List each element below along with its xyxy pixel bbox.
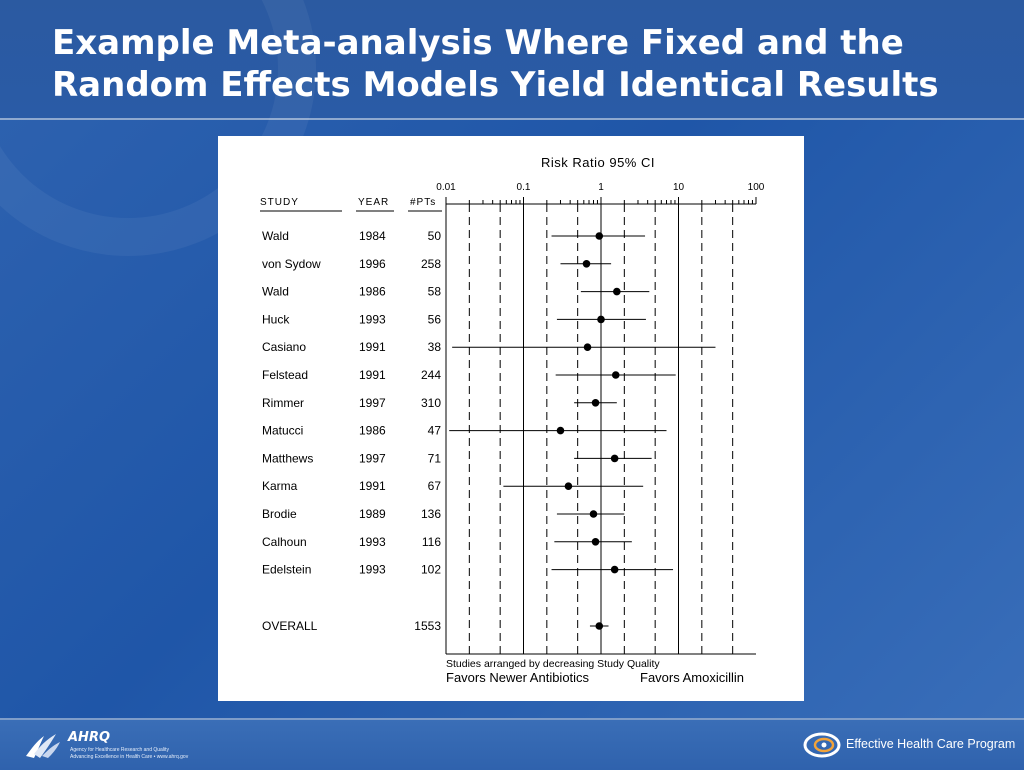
study-point-estimate (611, 455, 619, 463)
study-pts: 102 (420, 562, 441, 577)
study-name: von Sydow (262, 256, 321, 271)
hhs-eagle-logo-icon (22, 728, 62, 760)
study-year: 1997 (359, 395, 386, 410)
study-pts: 116 (421, 534, 441, 549)
study-year: 1993 (359, 312, 386, 327)
x-tick-label: 0.1 (516, 182, 531, 193)
study-name: Huck (262, 312, 290, 327)
study-pts: 58 (427, 284, 441, 299)
forest-plot (218, 136, 804, 701)
study-name: Matthews (262, 451, 314, 466)
ahrq-tagline-2: Advancing Excellence in Health Care • www.ahrq.gov (70, 754, 189, 760)
overall-point-estimate (595, 622, 603, 630)
study-pts: 244 (420, 368, 441, 382)
study-pts: 50 (427, 229, 441, 243)
forest-plot-panel (218, 136, 804, 701)
study-name: Calhoun (262, 534, 307, 549)
study-name: Matucci (262, 423, 304, 438)
study-point-estimate (611, 566, 619, 574)
chart-title: Risk Ratio 95% CI (541, 155, 655, 170)
study-year: 1991 (359, 368, 386, 382)
study-point-estimate (612, 371, 620, 379)
study-pts: 56 (427, 312, 441, 327)
study-name: Edelstein (262, 562, 312, 577)
study-point-estimate (557, 427, 565, 435)
study-pts: 310 (420, 395, 441, 410)
study-year: 1993 (359, 562, 386, 577)
study-point-estimate (584, 343, 592, 351)
study-year: 1991 (359, 340, 386, 355)
ahrq-name: AHRQ (68, 730, 111, 745)
x-tick-label: 0.01 (436, 182, 456, 193)
ahrq-tagline-1: Agency for Healthcare Research and Quality (70, 747, 169, 753)
study-point-estimate (597, 316, 605, 324)
study-year: 1997 (359, 451, 386, 466)
ahrq-logo (68, 730, 208, 760)
study-name: Wald (262, 229, 289, 243)
study-year: 1996 (359, 256, 386, 271)
study-pts: 38 (427, 340, 441, 355)
column-header-study: STUDY (260, 197, 299, 208)
study-pts: 47 (427, 423, 441, 438)
study-pts: 71 (427, 451, 441, 466)
title-bar (0, 0, 1024, 120)
ehc-swirl-icon (802, 730, 842, 760)
study-year: 1984 (359, 229, 386, 243)
program-name: Effective Health Care Program (846, 737, 1016, 751)
slide-title-line-2: Random Effects Models Yield Identical Results (52, 65, 939, 105)
study-name: Rimmer (262, 395, 304, 410)
column-header-pts: #PTs (410, 197, 437, 208)
study-name: Felstead (262, 368, 309, 382)
study-name: Brodie (262, 507, 297, 521)
study-name: Wald (262, 284, 289, 299)
study-name: Karma (262, 479, 298, 494)
study-year: 1986 (359, 284, 386, 299)
x-tick-label: 10 (672, 182, 685, 193)
column-header-year: YEAR (358, 197, 390, 208)
study-point-estimate (565, 482, 573, 490)
x-tick-label: 1 (598, 182, 604, 193)
study-point-estimate (595, 232, 603, 240)
study-point-estimate (592, 538, 600, 546)
study-point-estimate (613, 288, 621, 296)
study-year: 1993 (359, 534, 386, 549)
study-year: 1986 (359, 423, 386, 438)
study-name: Casiano (262, 340, 307, 355)
chart-note: Studies arranged by decreasing Study Quality (446, 658, 660, 670)
study-pts: 136 (420, 507, 441, 521)
study-point-estimate (592, 399, 600, 407)
favors-left-label: Favors Newer Antibiotics (446, 670, 590, 685)
study-year: 1989 (359, 507, 386, 521)
overall-name: OVERALL (262, 619, 318, 633)
overall-pts: 1553 (414, 619, 441, 633)
slide-title-line-1: Example Meta-analysis Where Fixed and the (52, 23, 904, 63)
study-pts: 258 (420, 256, 441, 271)
study-pts: 67 (427, 479, 441, 494)
slide-title (52, 22, 992, 106)
favors-right-label: Favors Amoxicillin (640, 670, 745, 685)
study-year: 1991 (359, 479, 386, 494)
study-point-estimate (583, 260, 591, 268)
effective-health-care-logo (802, 730, 1016, 760)
x-tick-label: 100 (747, 182, 765, 193)
study-point-estimate (590, 510, 598, 518)
